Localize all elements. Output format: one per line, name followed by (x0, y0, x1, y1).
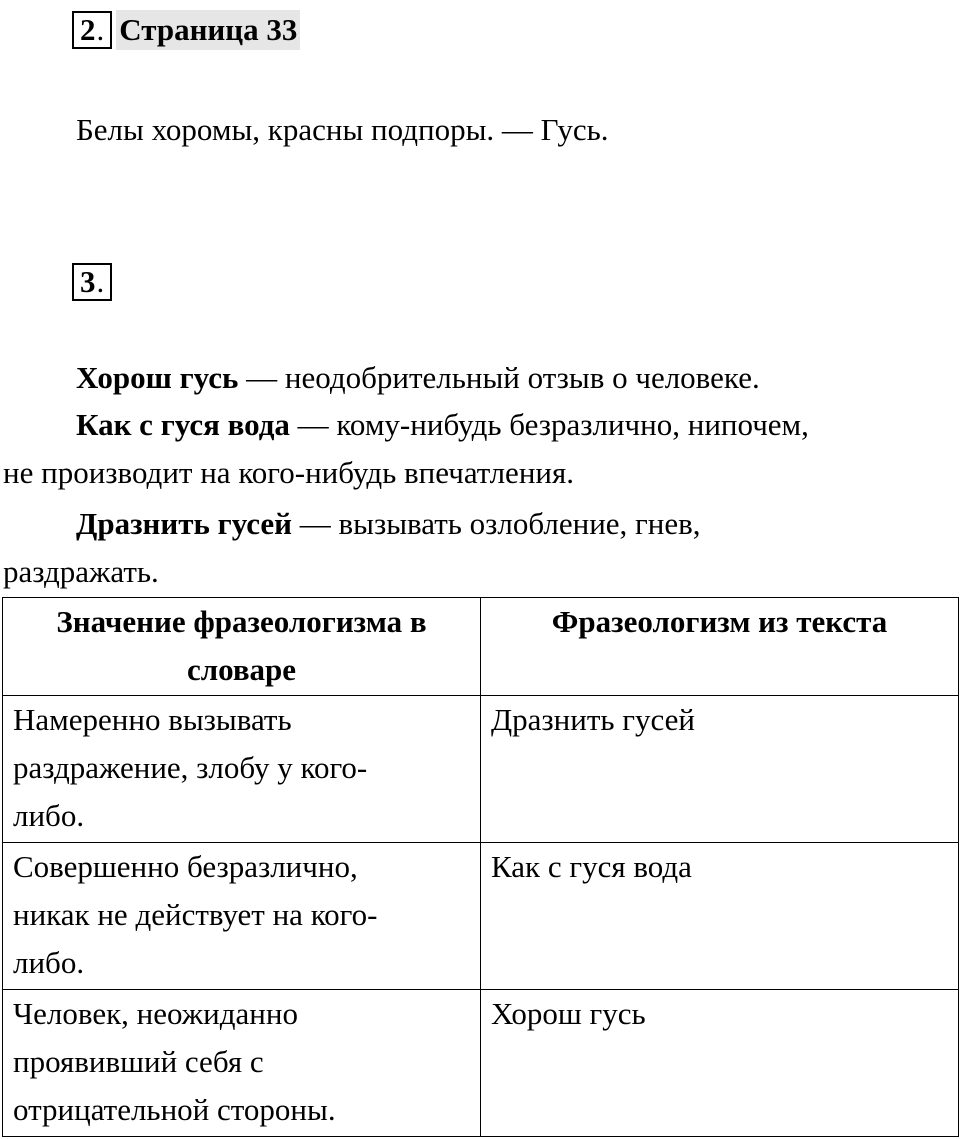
task3-paragraph-3-cont: раздражать. (3, 554, 159, 589)
meaning-line: раздражение, злобу у кого- (13, 750, 368, 785)
definition-2: — кому-нибудь безразлично, нипочем, (289, 407, 809, 442)
page-label: Страница 33 (116, 10, 300, 50)
phrase-kak-s-gusya-voda: Как с гуся вода (76, 407, 290, 442)
phrase-cell: Хорош гусь (481, 990, 959, 1137)
table-row (3, 696, 959, 843)
task3-header (72, 258, 112, 305)
meaning-line: Намеренно вызывать (13, 702, 292, 737)
header-meaning-line: словаре (186, 652, 297, 687)
header-phrase: Фразеологизм из текста (481, 598, 959, 696)
header-meaning-line: Значение фразеологизма в (56, 604, 427, 639)
meaning-cell (3, 843, 481, 990)
task3-paragraph-1 (76, 354, 760, 401)
table-row (3, 990, 959, 1137)
task3-number-box: 3. (72, 263, 112, 301)
meaning-line: никак не действует на кого- (13, 897, 378, 932)
definition-1: — неодобрительный отзыв о человеке. (238, 360, 760, 395)
definition-3: — вызывать озлобление, гнев, (292, 506, 701, 541)
phrase-cell: Дразнить гусей (481, 696, 959, 843)
task2-header (72, 6, 300, 53)
meaning-line: Совершенно безразлично, (13, 849, 358, 884)
task2-riddle-text: Белы хоромы, красны подпоры. — Гусь. (76, 112, 609, 147)
task3-paragraph-2-cont: не производит на кого-нибудь впечатления. (3, 455, 575, 490)
task3-paragraph-3 (76, 500, 701, 547)
meaning-line: либо. (13, 945, 85, 980)
phrase-cell: Как с гуся вода (481, 843, 959, 990)
table-row (3, 843, 959, 990)
meaning-cell (3, 990, 481, 1137)
table-header-row (3, 598, 959, 696)
meaning-line: Человек, неожиданно (13, 996, 298, 1031)
task3-paragraph-2 (76, 401, 809, 448)
meaning-line: либо. (13, 798, 85, 833)
phraseology-table (2, 597, 959, 1137)
phrase-draznit-gusey: Дразнить гусей (76, 506, 293, 541)
meaning-cell (3, 696, 481, 843)
task2-number-box: 2. (72, 11, 112, 49)
meaning-line: проявивший себя с (13, 1044, 264, 1079)
header-meaning (3, 598, 481, 696)
phrase-khorosh-gus: Хорош гусь (76, 360, 239, 395)
meaning-line: отрицательной стороны. (13, 1092, 336, 1127)
